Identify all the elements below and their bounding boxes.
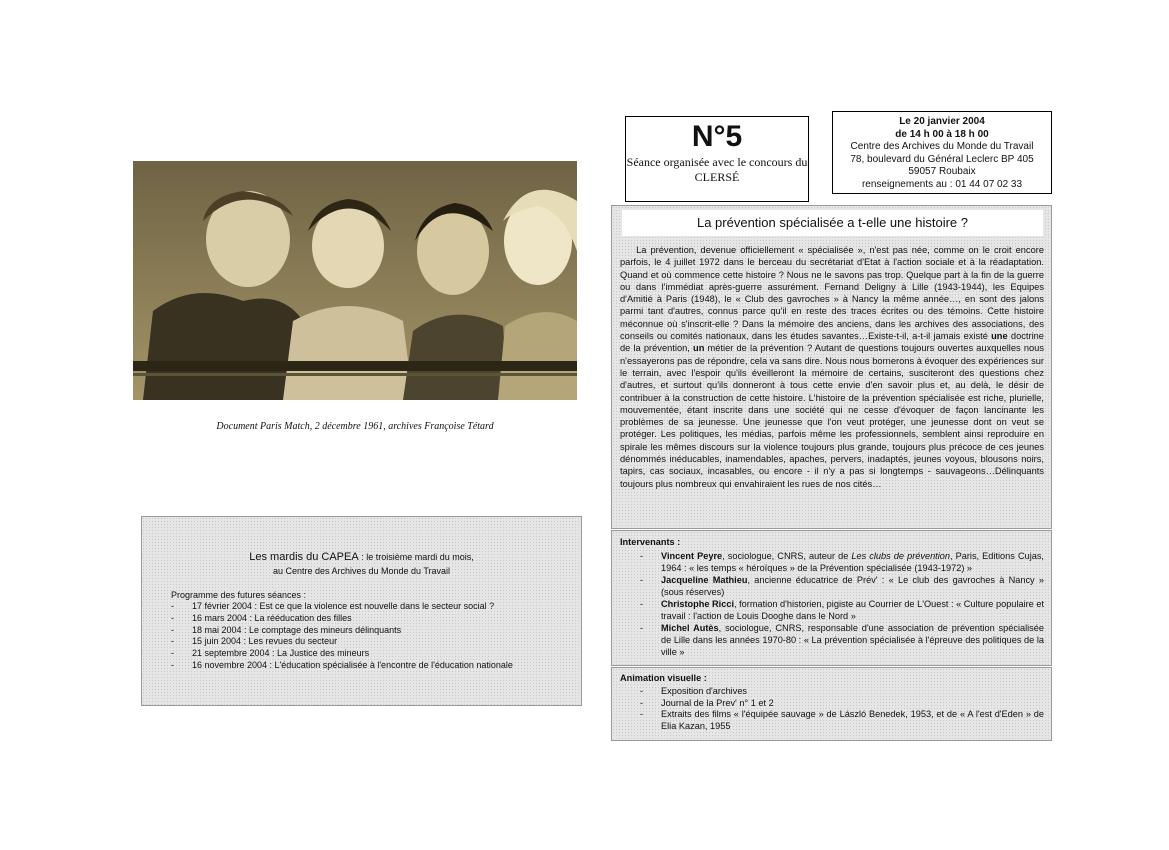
- issue-subtitle: Séance organisée avec le concours du CLERSÉ: [626, 155, 808, 184]
- speakers-heading: Intervenants :: [620, 537, 681, 547]
- photo-caption: Document Paris Match, 2 décembre 1961, archives Françoise Tétard: [216, 421, 494, 432]
- animation-item: - Extraits des films « l'équipée sauvage » de László Benedek, 1953, et de « A l'est d'Eden » de Elia Kazan, 1955: [640, 709, 1044, 732]
- sessions-list: [171, 601, 513, 672]
- speakers-list: [640, 550, 1044, 658]
- event-info-box: [832, 111, 1052, 194]
- article-text-3: métier de la prévention ? Autant de questions toujours ouvertes auxquelles nous n'essayerons pas de répondre, cela va sans dire. Nous nous bornerons à évoquer des expériences sur le terrain, avec l'espoir qu'ils éveilleront la mémoire de certains, susciteront des questions chez d'autres, et surtout qu'ils donneront à tous cette envie d'en savoir plus et, au delà, le désir de contribuer à la construction de cette histoire. L'histoire de la prévention spécialisée est riche, plurielle, mouvementée, étant inscrite dans une société qui ne cesse d'évoquer de façon lancinante les problèmes de sa jeunesse. Une jeunesse que l'on veut protéger, une jeunesse dont on veut se protéger. Les politiques, les médias, parfois même les professionnels, semblent ainsi reproduire en spirale les mêmes discours sur la violence toujours plus grande, toujours plus précoce de ces jeunes dénommés inéducables, inamendables, apaches, pervers, inadaptés, jeunes voyous, blousons noirs, tapirs, cas sociaux, incasables, ou encore - il n'y a pas si longtemps - sauvageons…Délinquants toujours plus nombreux qui envahiraient les rues de nos cités…: [620, 343, 1045, 489]
- archive-photo: [133, 161, 577, 400]
- animation-heading: Animation visuelle :: [620, 673, 707, 683]
- speaker-item: [640, 574, 1044, 598]
- speaker-name: Christophe Ricci: [661, 599, 735, 609]
- session-item: - 18 mai 2004 : Le comptage des mineurs délinquants: [171, 625, 513, 637]
- program-box: [141, 516, 582, 706]
- article-title: La prévention spécialisée a t-elle une histoire ?: [622, 210, 1043, 236]
- speaker-item: [640, 550, 1044, 574]
- event-city: 59057 Roubaix: [908, 166, 976, 177]
- speakers-box: [611, 530, 1052, 666]
- program-title: [142, 551, 581, 563]
- speaker-desc: , sociologue, CNRS, auteur de: [722, 551, 852, 561]
- article-box: [611, 205, 1052, 529]
- session-item: - 16 mars 2004 : La rééducation des filles: [171, 613, 513, 625]
- visual-animation-box: [611, 667, 1052, 741]
- speaker-desc: , formation d'historien, pigiste au Courrier de L'Ouest : « Culture populaire et travail : l'action de Louis Dooghe dans le Nord »: [661, 599, 1044, 621]
- program-title-main: Les mardis du CAPEA: [249, 551, 359, 563]
- session-item: - 17 février 2004 : Est ce que la violence est nouvelle dans le secteur social ?: [171, 601, 513, 613]
- speaker-name: Vincent Peyre: [661, 551, 723, 561]
- article-text-2: doctrine de la prévention,: [620, 331, 1044, 354]
- session-item: - 15 juin 2004 : Les revues du secteur: [171, 636, 513, 648]
- session-item: - 16 novembre 2004 : L'éducation spécialisée à l'encontre de l'éducation nationale: [171, 660, 513, 672]
- event-place: Centre des Archives du Monde du Travail: [850, 141, 1034, 152]
- program-location: au Centre des Archives du Monde du Travail: [272, 566, 451, 576]
- article-emphasis-2: un: [693, 343, 705, 354]
- animation-item: - Exposition d'archives: [640, 686, 1044, 698]
- program-title-suffix: : le troisième mardi du mois,: [358, 552, 474, 562]
- animation-item: - Journal de la Prev' n° 1 et 2: [640, 698, 1044, 710]
- speaker-desc-cont: , Paris, Editions Cujas, 1964 : « les temps « héroïques » de la Prévention spécialisée (1943-1972) »: [661, 551, 1044, 573]
- speaker-item: [640, 622, 1044, 658]
- event-contact: renseignements au : 01 44 07 02 33: [861, 178, 1023, 190]
- article-body: [620, 244, 1044, 490]
- event-time: de 14 h 00 à 18 h 00: [895, 128, 989, 140]
- session-item: - 21 septembre 2004 : La Justice des mineurs: [171, 648, 513, 660]
- issue-number-box: [625, 116, 809, 202]
- speaker-item: [640, 598, 1044, 622]
- event-address: 78, boulevard du Général Leclerc BP 405: [850, 153, 1034, 165]
- program-heading: Programme des futures séances :: [171, 590, 307, 600]
- speaker-desc: , sociologue, CNRS, responsable d'une association de prévention spécialisée de Lille dans les années 1970-80 : « La prévention spécialisée à l'épreuve des politiques de la ville »: [661, 623, 1044, 657]
- article-text-1: La prévention, devenue officiellement « spécialisée », n'est pas née, comme on le croit encore parfois, le 4 juillet 1972 dans le berceau du secrétariat d'Etat à l'action sociale et à la réadaptation. Quand et où commence cette histoire ? Nous ne le savons pas trop. Quelque part à la fin de la guerre ou dans l'immédiat après-guerre assurément. Fernand Deligny à Lille (1943-1944), les Equipes d'Amitié à Paris (1948), le « Club des gavroches » à Nancy la même année…, en sont des jalons parmi tant d'autres, connus parce qu'il en reste des traces écrites ou des témoins. Cette histoire méconnue où s'inscrit-elle ? Dans la mémoire des anciens, dans les archives des associations, des conseils ou comités nationaux, dans les études savantes…Existe-t-il, a-t-il jamais existé: [620, 245, 1045, 342]
- event-date: Le 20 janvier 2004: [899, 116, 985, 127]
- photo-illustration: [133, 161, 577, 400]
- speaker-name: Michel Autès: [661, 623, 719, 633]
- speaker-desc: , ancienne éducatrice de Prév' : « Le club des gavroches à Nancy » (sous réserves): [661, 575, 1044, 597]
- issue-number: N°5: [691, 120, 743, 153]
- speaker-name: Jacqueline Mathieu: [661, 575, 748, 585]
- animation-list: [640, 686, 1044, 732]
- speaker-book-title: Les clubs de prévention: [851, 551, 950, 561]
- article-emphasis-1: une: [991, 331, 1008, 342]
